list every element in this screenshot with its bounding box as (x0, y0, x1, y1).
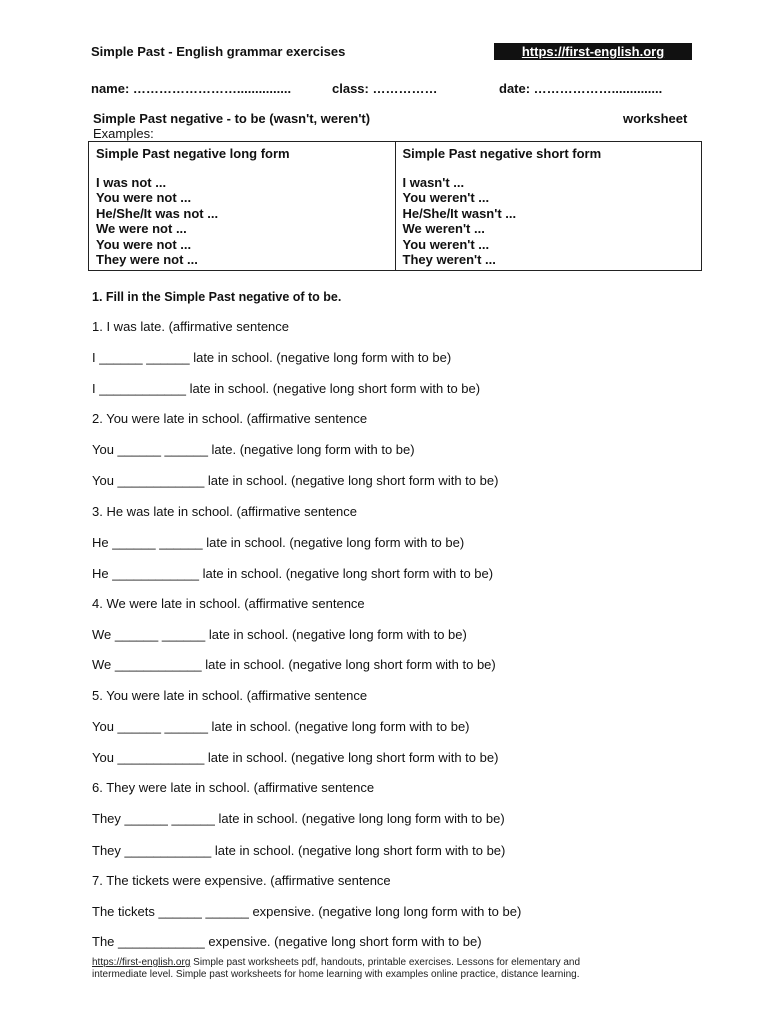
exercise-line: 4. We were late in school. (affirmative sentence (92, 596, 365, 611)
footer-text: Simple past worksheets pdf, handouts, printable exercises. Lessons for elementary and (190, 957, 581, 968)
class-field: class: …………… (332, 81, 438, 96)
exercise-line: They ______ ______ late in school. (negative long long form with to be) (92, 811, 505, 826)
worksheet-title: Simple Past - English grammar exercises (91, 44, 346, 59)
exercise-line: 5. You were late in school. (affirmative sentence (92, 688, 368, 703)
exercise-line: We ____________ late in school. (negative long short form with to be) (92, 657, 496, 672)
worksheet-label: worksheet (623, 111, 688, 126)
exercise-line: The tickets ______ ______ expensive. (negative long long form with to be) (92, 904, 522, 919)
long-form-row: You were not ... (96, 190, 192, 206)
short-form-row: He/She/It wasn't ... (402, 205, 517, 221)
long-form-row: We were not ... (96, 221, 187, 237)
exercise-line: You ____________ late in school. (negative long short form with to be) (92, 750, 499, 765)
examples-label: Examples: (93, 126, 154, 141)
long-form-row: I was not ... (96, 175, 167, 190)
exercise-line: I ____________ late in school. (negative long short form with to be) (92, 381, 481, 396)
short-form-row: They weren't ... (402, 252, 496, 268)
short-form-row: You weren't ... (402, 190, 490, 206)
long-form-header: Simple Past negative long form (96, 146, 290, 161)
exercise-line: 1. I was late. (affirmative sentence (92, 319, 290, 334)
footer-link[interactable]: https://first-english.org (92, 957, 191, 968)
exercise-line: 2. You were late in school. (affirmative sentence (92, 411, 368, 426)
short-form-row: We weren't ... (402, 221, 485, 237)
exercise-line: We ______ ______ late in school. (negative long form with to be) (92, 627, 467, 642)
exercise-line: They ____________ late in school. (negative long short form with to be) (92, 843, 506, 858)
site-url-link[interactable]: https://first-english.org (494, 43, 692, 60)
long-form-row: You were not ... (96, 236, 192, 252)
short-form-column (395, 142, 702, 271)
exercise-line: He ______ ______ late in school. (negative long form with to be) (92, 535, 465, 550)
date-field: date: ……………….............. (499, 81, 663, 96)
exercise-line: You ____________ late in school. (negative long short form with to be) (92, 473, 499, 488)
exercise-line: You ______ ______ late. (negative long form with to be) (92, 442, 415, 457)
footer-text-2: intermediate level. Simple past worksheets for home learning with examples online practice, distance learning. (92, 969, 580, 980)
long-form-row: He/She/It was not ... (96, 205, 219, 221)
name-field: name: ……………………............... (91, 81, 292, 96)
footer (92, 957, 580, 981)
short-form-row: You weren't ... (402, 236, 490, 252)
task-title: 1. Fill in the Simple Past negative of to be. (92, 290, 342, 304)
exercise-line: You ______ ______ late in school. (negative long form with to be) (92, 719, 470, 734)
exercise-line: The ____________ expensive. (negative long short form with to be) (92, 934, 482, 949)
long-form-column (89, 142, 396, 271)
topic-heading: Simple Past negative - to be (wasn't, weren't) (93, 111, 371, 126)
exercise-line: 6. They were late in school. (affirmative sentence (92, 780, 375, 795)
short-form-row: I wasn't ... (402, 175, 465, 190)
examples-table (88, 141, 702, 271)
exercise-line: 7. The tickets were expensive. (affirmative sentence (92, 873, 391, 888)
short-form-header: Simple Past negative short form (402, 146, 602, 161)
exercise-line: He ____________ late in school. (negative long short form with to be) (92, 566, 494, 581)
long-form-row: They were not ... (96, 252, 198, 268)
exercise-line: I ______ ______ late in school. (negative long form with to be) (92, 350, 452, 365)
exercise-line: 3. He was late in school. (affirmative sentence (92, 504, 357, 519)
